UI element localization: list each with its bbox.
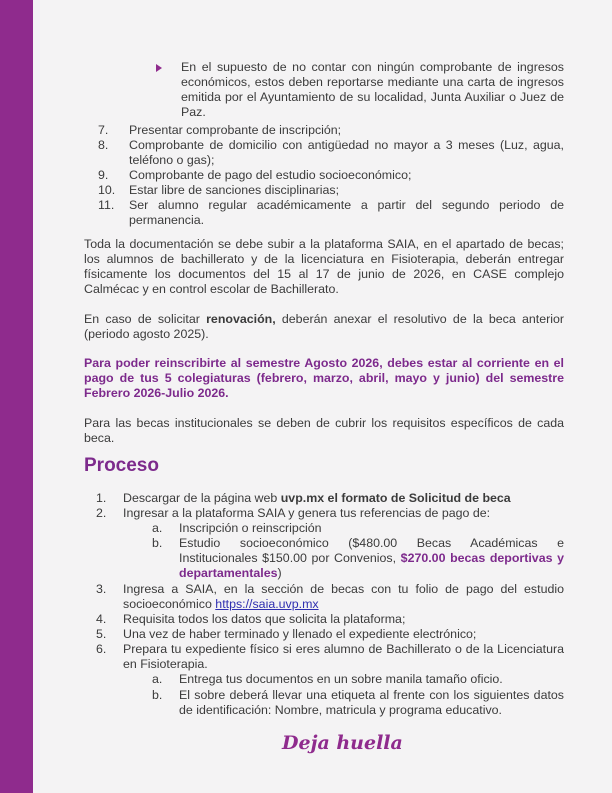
requirement-item: Ser alumno regular académicamente a partir del segundo periodo de permanencia.: [129, 198, 564, 227]
requirement-item: Comprobante de domicilio con antigüedad no mayor a 3 meses (Luz, agua, teléfono o gas);: [129, 138, 564, 167]
step-number: 6.: [96, 642, 107, 656]
saia-link[interactable]: https://saia.uvp.mx: [215, 597, 319, 611]
step-1: [123, 491, 564, 506]
requirement-item: Presentar comprobante de inscripción;: [129, 123, 342, 137]
step-number: 1.: [96, 491, 107, 505]
step-6b: El sobre deberá llevar una etiqueta al frente con los siguientes datos de identificación: Nombre, matricula y programa educativo.: [179, 688, 564, 717]
step-1-bold: uvp.mx el formato de Solicitud de beca: [280, 491, 511, 505]
renovation-text-a: En caso de solicitar: [84, 312, 207, 326]
step-6: Prepara tu expediente físico si eres alumno de Bachillerato o de la Licenciatura en Fisioterapia.: [123, 642, 564, 671]
reinscription-notice: Para poder reinscribirte al semestre Agosto 2026, debes estar al corriente en el pago de tus 5 colegiaturas (febrero, marzo, abril, mayo y junio) del semestre Febrero 2026-Julio 2026.: [84, 356, 564, 400]
bullet-text: En el supuesto de no contar con ningún comprobante de ingresos económicos, estos deben reportarse mediante una carta de ingresos emitida por el Ayuntamiento de su localidad, Junta Auxiliar o Juez de Paz.: [181, 60, 564, 119]
step-number: 5.: [96, 627, 107, 641]
signature-logo: Deja huella: [282, 732, 403, 754]
item-number: 9.: [98, 168, 109, 182]
item-number: 7.: [98, 123, 109, 137]
substep-letter: a.: [152, 672, 163, 686]
step-3-text: Ingresa a SAIA, en la sección de becas con tu folio de pago del estudio socioeconómico: [123, 582, 564, 611]
bullet-item: [156, 60, 564, 120]
step-2b-text: Estudio socioeconómico ($480.00 Becas Académicas e Institucionales $150.00 por Convenios,: [179, 536, 564, 565]
requirement-item: Comprobante de pago del estudio socioeconómico;: [129, 168, 412, 182]
renovation-text-b: deberán anexar el resolutivo de la beca anterior (periodo agosto 2025).: [84, 312, 564, 341]
substep-letter: b.: [152, 536, 163, 550]
step-number: 4.: [96, 612, 107, 626]
item-number: 10.: [98, 183, 116, 197]
step-6a: Entrega tus documentos en un sobre manila tamaño oficio.: [179, 672, 503, 686]
step-1-text: Descargar de la página web: [123, 491, 281, 505]
step-2b: [179, 536, 564, 581]
renovation-paragraph: [84, 312, 564, 342]
institutional-paragraph: Para las becas institucionales se deben de cubrir los requisitos específicos de cada beca.: [84, 416, 564, 445]
item-number: 8.: [98, 138, 109, 152]
side-accent-bar: [0, 0, 33, 793]
triangle-bullet-icon: [156, 64, 162, 72]
step-2b-highlight: $270.00 becas deportivas y departamentales: [179, 551, 564, 580]
substep-letter: b.: [152, 688, 163, 702]
step-5: Una vez de haber terminado y llenado el expediente electrónico;: [123, 627, 477, 641]
renovation-bold: renovación,: [206, 312, 276, 326]
step-number: 2.: [96, 506, 107, 520]
proceso-heading: Proceso: [84, 455, 159, 476]
requirement-item: Estar libre de sanciones disciplinarias;: [129, 183, 340, 197]
substep-letter: a.: [152, 521, 163, 535]
step-2: Ingresar a la plataforma SAIA y genera tus referencias de pago de:: [123, 506, 491, 520]
item-number: 11.: [98, 198, 115, 212]
step-2b-close: ): [277, 566, 282, 580]
documentation-paragraph: Toda la documentación se debe subir a la plataforma SAIA, en el apartado de becas; los alumnos de bachillerato y de la licenciatura en Fisioterapia, deberán entregar físicamente los documentos del 15 al 17 de junio de 2026, en CASE complejo Calmécac y en control escolar de Bachillerato.: [84, 237, 564, 296]
step-3: [123, 582, 564, 612]
step-2a: Inscripción o reinscripción: [179, 521, 322, 535]
step-4: Requisita todos los datos que solicita la plataforma;: [123, 612, 406, 626]
step-number: 3.: [96, 582, 107, 596]
